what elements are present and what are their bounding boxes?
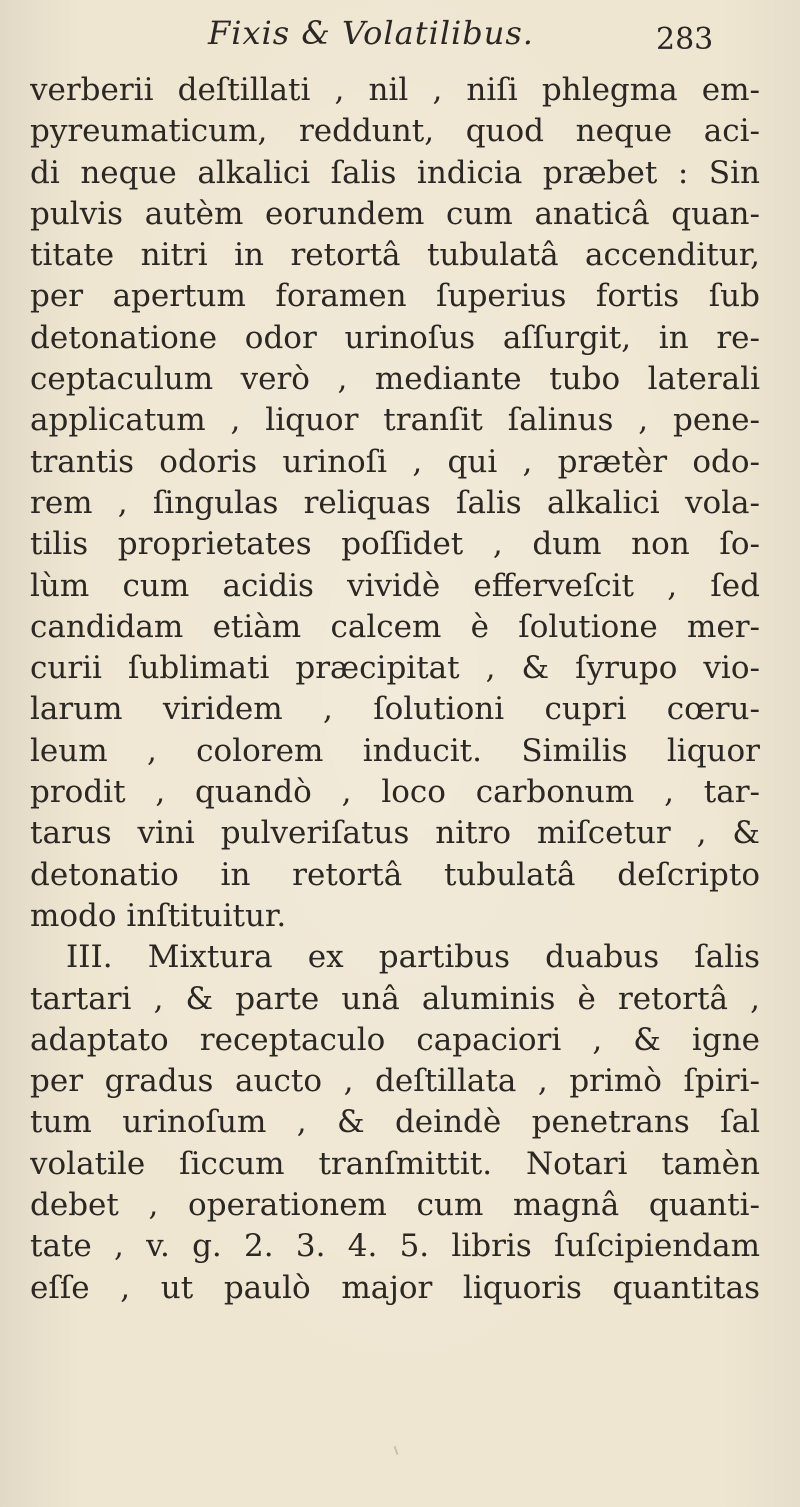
text-line: modo inſtituitur. [30,897,287,934]
text-line: tum urinoſum , & deindè penetrans ſal [30,1104,760,1141]
text-line: pulvis autèm eorundem cum anaticâ quan- [30,195,760,232]
text-line: tate , v. g. 2. 3. 4. 5. libris ſuſcipiendam [30,1228,760,1265]
text-line: trantis odoris urinoſi , qui , prætèr odo- [30,443,760,480]
body-text [30,70,760,1330]
text-line: prodit , quandò , loco carbonum , tar- [30,774,760,811]
page-header [0,12,800,72]
text-line: lùm cum acidis vividè efferveſcit , ſed [30,567,760,604]
section-line: III. Mixtura ex partibus duabus ſalis [66,939,760,976]
text-line: detonatione odor urinoſus aſſurgit, in re- [30,319,760,356]
text-line: larum viridem , ſolutioni cupri cœru- [30,691,760,728]
text-line: debet , operationem cum magnâ quanti- [30,1187,760,1224]
text-line: rem , ſingulas reliquas ſalis alkalici vola- [30,484,760,521]
text-line: leum , colorem inducit. Similis liquor [30,732,760,769]
text-line: eſſe , ut paulò major liquoris quantitas [30,1269,760,1306]
paper-mark [394,1446,399,1455]
text-line: di neque alkalici ſalis indicia præbet : Sin [30,154,760,191]
text-line: detonatio in retortâ tubulatâ deſcripto [30,856,760,893]
text-line: ceptaculum verò , mediante tubo laterali [30,361,760,398]
text-line: tarus vini pulveriſatus nitro miſcetur , & [30,815,760,852]
running-title: Fixis & Volatilibus. [208,14,534,52]
text-line: pyreumaticum, reddunt, quod neque aci- [30,113,760,150]
text-line: candidam etiàm calcem è ſolutione mer- [30,608,760,645]
text-line: per gradus aucto , deſtillata , primò ſpiri- [30,1063,760,1100]
text-line: titate nitri in retortâ tubulatâ accenditur, [30,237,760,274]
text-line: tartari , & parte unâ aluminis è retortâ , [30,980,760,1017]
text-line: tilis proprietates poſſidet , dum non ſo- [30,526,760,563]
text-line: verberii deſtillati , nil , niſi phlegma em- [30,72,760,108]
text-line: per apertum foramen ſuperius fortis ſub [30,278,760,315]
page-number: 283 [656,22,714,57]
text-line: applicatum , liquor tranſit ſalinus , pene- [30,402,760,439]
text-line: adaptato receptaculo capaciori , & igne [30,1021,760,1058]
text-line: volatile ſiccum tranſmittit. Notari tamèn [30,1145,760,1182]
text-line: curii ſublimati præcipitat , & ſyrupo vio- [30,650,760,687]
